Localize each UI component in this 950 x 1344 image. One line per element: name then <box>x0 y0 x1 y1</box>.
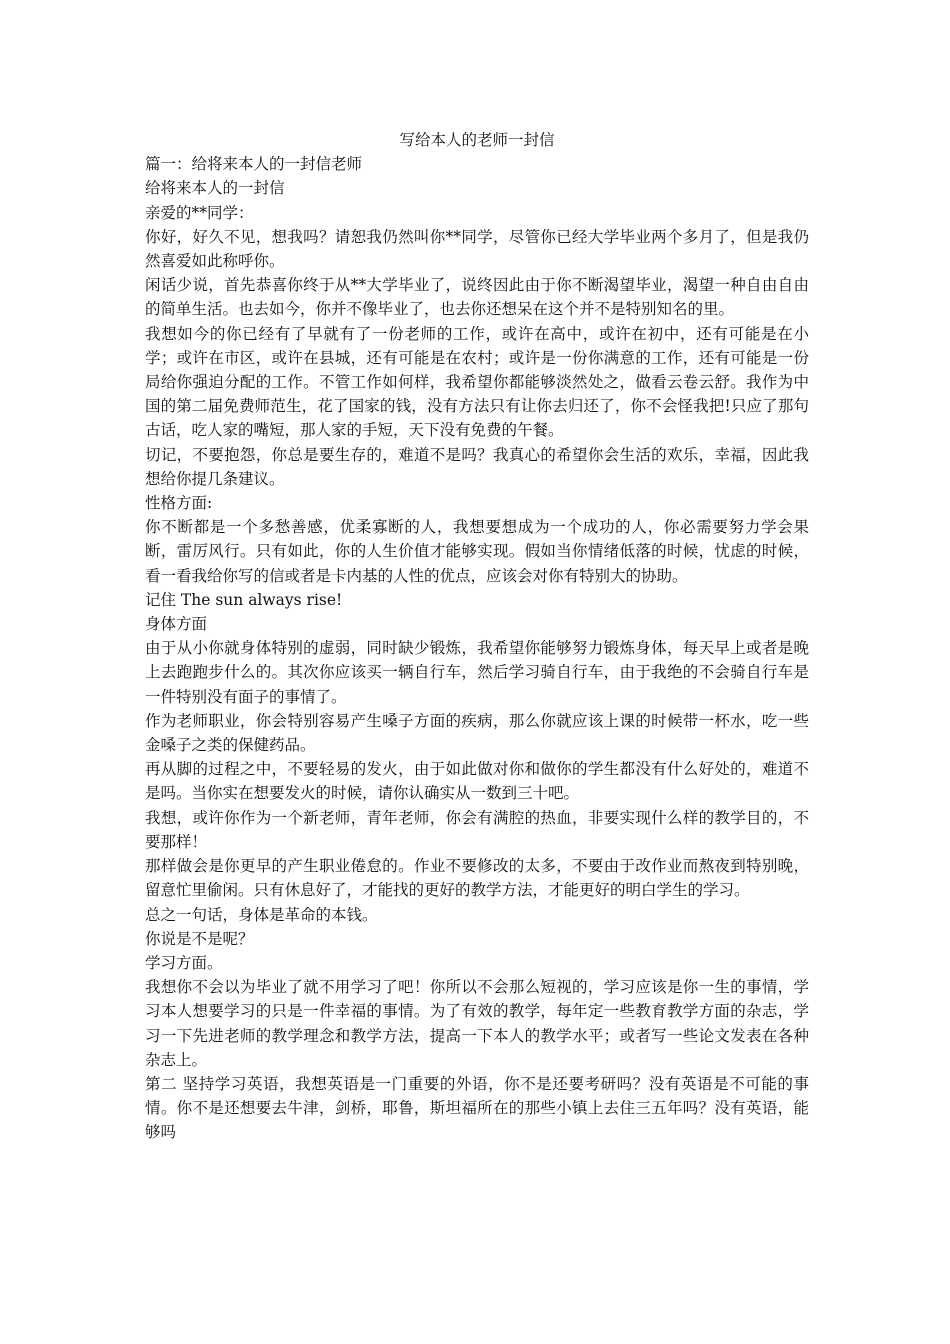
paragraph-19: 学习方面。 <box>145 953 223 972</box>
paragraph-18: 你说是不是呢？ <box>145 929 254 948</box>
paragraph-15: 我想，或许你作为一个新老师，青年老师，你会有满腔的热血，非要实现什么样的教学目的，不要那样！ <box>145 808 809 851</box>
document-title: 写给本人的老师一封信 <box>399 131 555 149</box>
paragraph-4: 你好，好久不见，想我吗？请恕我仍然叫你**同学，尽管你已经大学毕业两个多月了，但是我仍然喜爱如此称呼你。 <box>145 227 809 271</box>
paragraph-10: 记住 The sun always rise! <box>145 590 343 609</box>
document-body <box>145 152 809 1144</box>
paragraph-21: 第二 坚持学习英语，我想英语是一门重要的外语，你不是还要考研吗？没有英语是不可能的事情。你不是还想要去牛津，剑桥，耶鲁，斯坦福所在的那些小镇上去住三五年吗？没有英语，能够吗 <box>145 1074 809 1142</box>
paragraph-20: 我想你不会以为毕业了就不用学习了吧！你所以不会那么短视的，学习应该是你一生的事情，学习本人想要学习的只是一件幸福的事情。为了有效的教学，每年定一些教育教学方面的杂志，学习一下先进老师的教学理念和教学方法，提高一下本人的教学水平；或者写一些论文发表在各种杂志上。 <box>145 978 809 1069</box>
paragraph-6: 我想如今的你已经有了早就有了一份老师的工作，或许在高中，或许在初中，还有可能是在小学；或许在市区，或许在县城，还有可能是在农村；或许是一份你满意的工作，还有可能是一份局给你强迫分配的工作。不管工作如何样，我希望你都能够淡然处之，做看云卷云舒。我作为中国的第二届免费师范生，花了国家的钱，没有方法只有让你去归还了，你不会怪我把!只应了那句古话，吃人家的嘴短，那人家的手短，天下没有免费的午餐。 <box>145 324 809 440</box>
paragraph-17: 总之一句话，身体是革命的本钱。 <box>145 905 378 924</box>
paragraph-5: 闲话少说，首先恭喜你终于从**大学毕业了，说终因此由于你不断渴望毕业，渴望一种自由自由的简单生活。也去如今，你并不像毕业了，也去你还想呆在这个并不是特别知名的里。 <box>145 276 809 319</box>
paragraph-2: 给将来本人的一封信 <box>145 179 285 198</box>
paragraph-11: 身体方面 <box>145 615 208 634</box>
paragraph-12: 由于从小你就身体特别的虚弱，同时缺少锻炼，我希望你能够努力锻炼身体，每天早上或者是晚上去跑跑步什么的。其次你应该买一辆自行车，然后学习骑自行车，由于我绝的不会骑自行车是一件特别没有面子的事情了。 <box>145 639 809 706</box>
document-page <box>145 128 809 1145</box>
paragraph-1: 篇一：给将来本人的一封信老师 <box>145 155 363 174</box>
paragraph-16: 那样做会是你更早的产生职业倦怠的。作业不要修改的太多，不要由于改作业而熬夜到特别晚，留意忙里偷闲。只有休息好了，才能找的更好的教学方法，才能更好的明白学生的学习。 <box>145 857 809 900</box>
paragraph-3: 亲爱的**同学： <box>145 203 254 222</box>
paragraph-8: 性格方面: <box>145 494 213 513</box>
paragraph-14: 再从脚的过程之中，不要轻易的发火，由于如此做对你和做你的学生都没有什么好处的，难道不是吗。当你实在想要发火的时候，请你认确实从一数到三十吧。 <box>145 760 809 803</box>
paragraph-9: 你不断都是一个多愁善感，优柔寡断的人，我想要想成为一个成功的人，你必需要努力学会果断，雷厉风行。只有如此，你的人生价值才能够实现。假如当你情绪低落的时候，忧虑的时候，看一看我给你写的信或者是卡内基的人性的优点，应该会对你有特别大的协助。 <box>145 518 809 585</box>
paragraph-7: 切记，不要抱怨，你总是要生存的，难道不是吗？我真心的希望你会生活的欢乐，幸福，因此我想给你提几条建议。 <box>145 445 809 488</box>
paragraph-13: 作为老师职业，你会特别容易产生嗓子方面的疾病，那么你就应该上课的时候带一杯水，吃一些金嗓子之类的保健药品。 <box>145 711 809 755</box>
